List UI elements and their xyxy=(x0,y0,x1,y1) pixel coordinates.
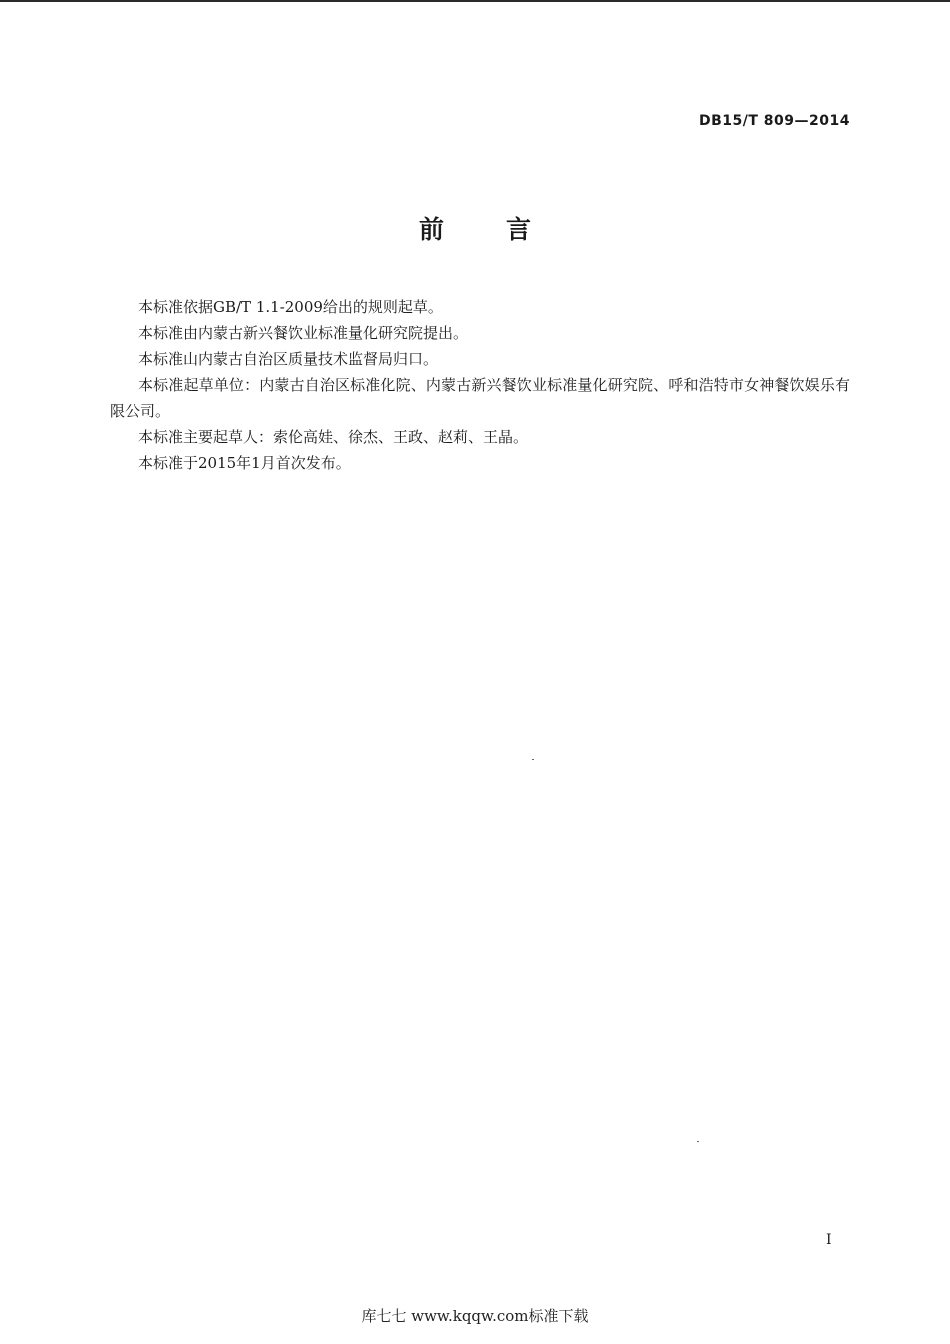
scan-speck xyxy=(697,1141,699,1142)
paragraph-drafting-rules: 本标准依据GB/T 1.1-2009给出的规则起草。 xyxy=(138,298,443,316)
foreword-body xyxy=(110,294,850,476)
scan-speck xyxy=(532,759,534,760)
paragraph-drafters: 本标准主要起草人：索伦高娃、徐杰、王政、赵莉、王晶。 xyxy=(138,428,529,446)
footer-watermark: 库七七 www.kqqw.com标准下载 xyxy=(361,1307,589,1325)
title-char-1: 前 xyxy=(418,215,444,244)
paragraph-release: 本标准于2015年1月首次发布。 xyxy=(138,454,351,472)
top-border-rule xyxy=(0,0,950,2)
page-title xyxy=(0,210,950,246)
standard-code: DB15/T 809—2014 xyxy=(699,113,850,129)
page-number: I xyxy=(826,1232,832,1248)
paragraph-drafting-units: 本标准起草单位：内蒙古自治区标准化院、内蒙古新兴餐饮业标准量化研究院、呼和浩特市女神餐饮娱乐有限公司。 xyxy=(110,376,850,420)
paragraph-administrator: 本标准山内蒙古自治区质量技术监督局归口。 xyxy=(138,350,439,368)
paragraph-proposer: 本标准由内蒙古新兴餐饮业标准量化研究院提出。 xyxy=(138,324,469,342)
title-char-2: 言 xyxy=(506,215,532,244)
